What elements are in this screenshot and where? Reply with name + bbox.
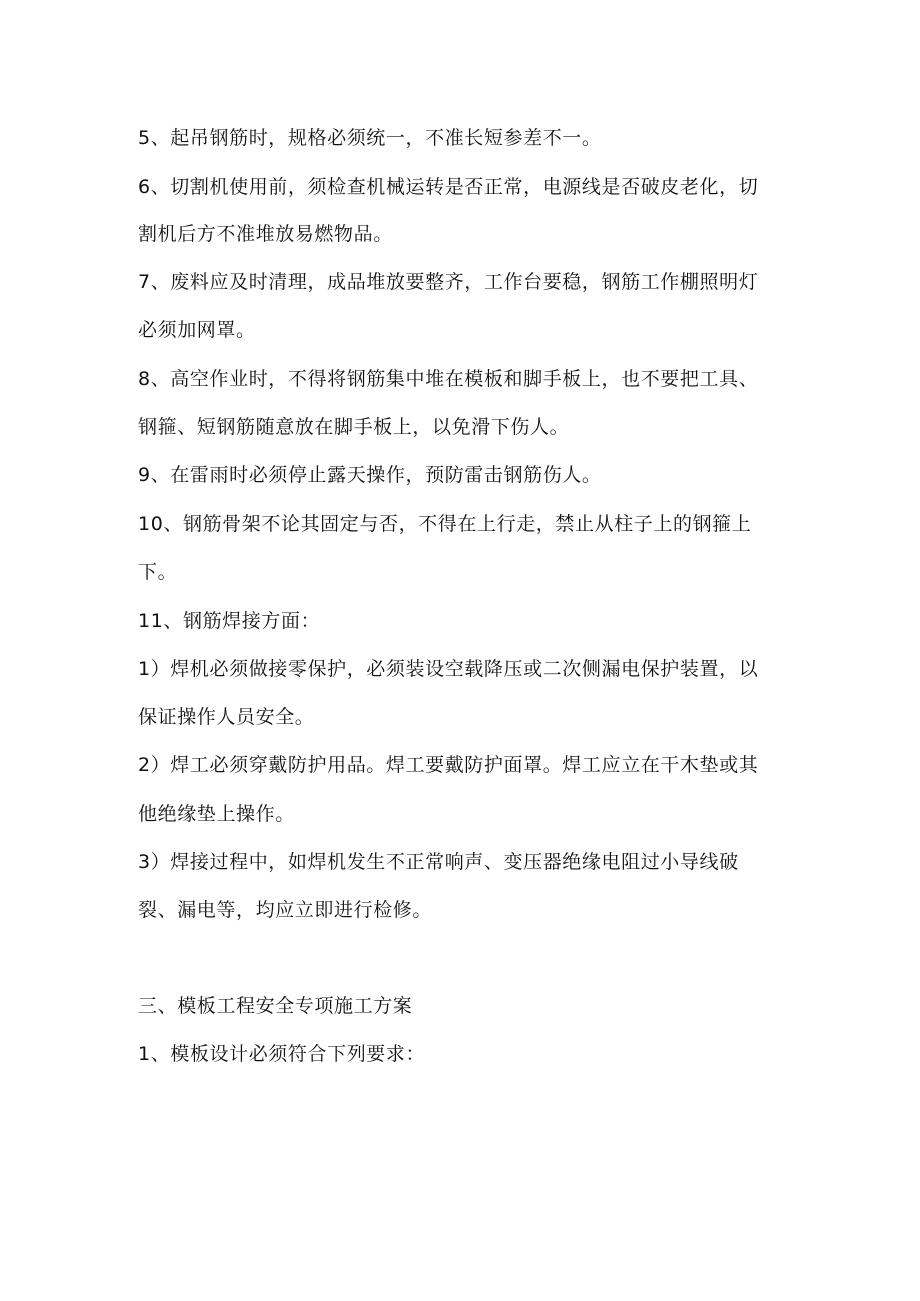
sub-item-2-line-2: 他绝缘垫上操作。 — [138, 803, 295, 825]
paragraph-item-8-line-2: 钢箍、短钢筋随意放在脚手板上，以免滑下伤人。 — [138, 416, 570, 438]
paragraph-item-7-line-2: 必须加网罩。 — [138, 319, 256, 341]
section-item-1: 1、模板设计必须符合下列要求： — [138, 1043, 426, 1065]
paragraph-item-8-line-1: 8、高空作业时，不得将钢筋集中堆在模板和脚手板上，也不要把工具、 — [138, 368, 759, 390]
sub-item-1-line-1: 1）焊机必须做接零保护，必须装设空载降压或二次侧漏电保护装置，以 — [138, 658, 759, 680]
paragraph-item-5: 5、起吊钢筋时，规格必须统一，不准长短参差不一。 — [138, 127, 602, 149]
paragraph-item-6-line-1: 6、切割机使用前，须检查机械运转是否正常，电源线是否破皮老化，切 — [138, 176, 759, 198]
paragraph-item-7-line-1: 7、废料应及时清理，成品堆放要整齐，工作台要稳，钢筋工作棚照明灯 — [138, 271, 759, 293]
sub-item-1-line-2: 保证操作人员安全。 — [138, 706, 315, 728]
paragraph-item-10-line-2: 下。 — [138, 561, 178, 583]
paragraph-item-11-heading: 11、钢筋焊接方面： — [138, 610, 321, 632]
sub-item-3-line-2: 裂、漏电等，均应立即进行检修。 — [138, 899, 433, 921]
paragraph-item-10-line-1: 10、钢筋骨架不论其固定与否，不得在上行走，禁止从柱子上的钢箍上 — [138, 513, 752, 535]
paragraph-item-6-line-2: 割机后方不准堆放易燃物品。 — [138, 223, 393, 245]
section-heading: 三、模板工程安全专项施工方案 — [138, 995, 413, 1017]
sub-item-3-line-1: 3）焊接过程中，如焊机发生不正常响声、变压器绝缘电阻过小导线破 — [138, 851, 739, 873]
paragraph-item-9: 9、在雷雨时必须停止露天操作，预防雷击钢筋伤人。 — [138, 464, 602, 486]
sub-item-2-line-1: 2）焊工必须穿戴防护用品。焊工要戴防护面罩。焊工应立在干木垫或其 — [138, 754, 759, 776]
